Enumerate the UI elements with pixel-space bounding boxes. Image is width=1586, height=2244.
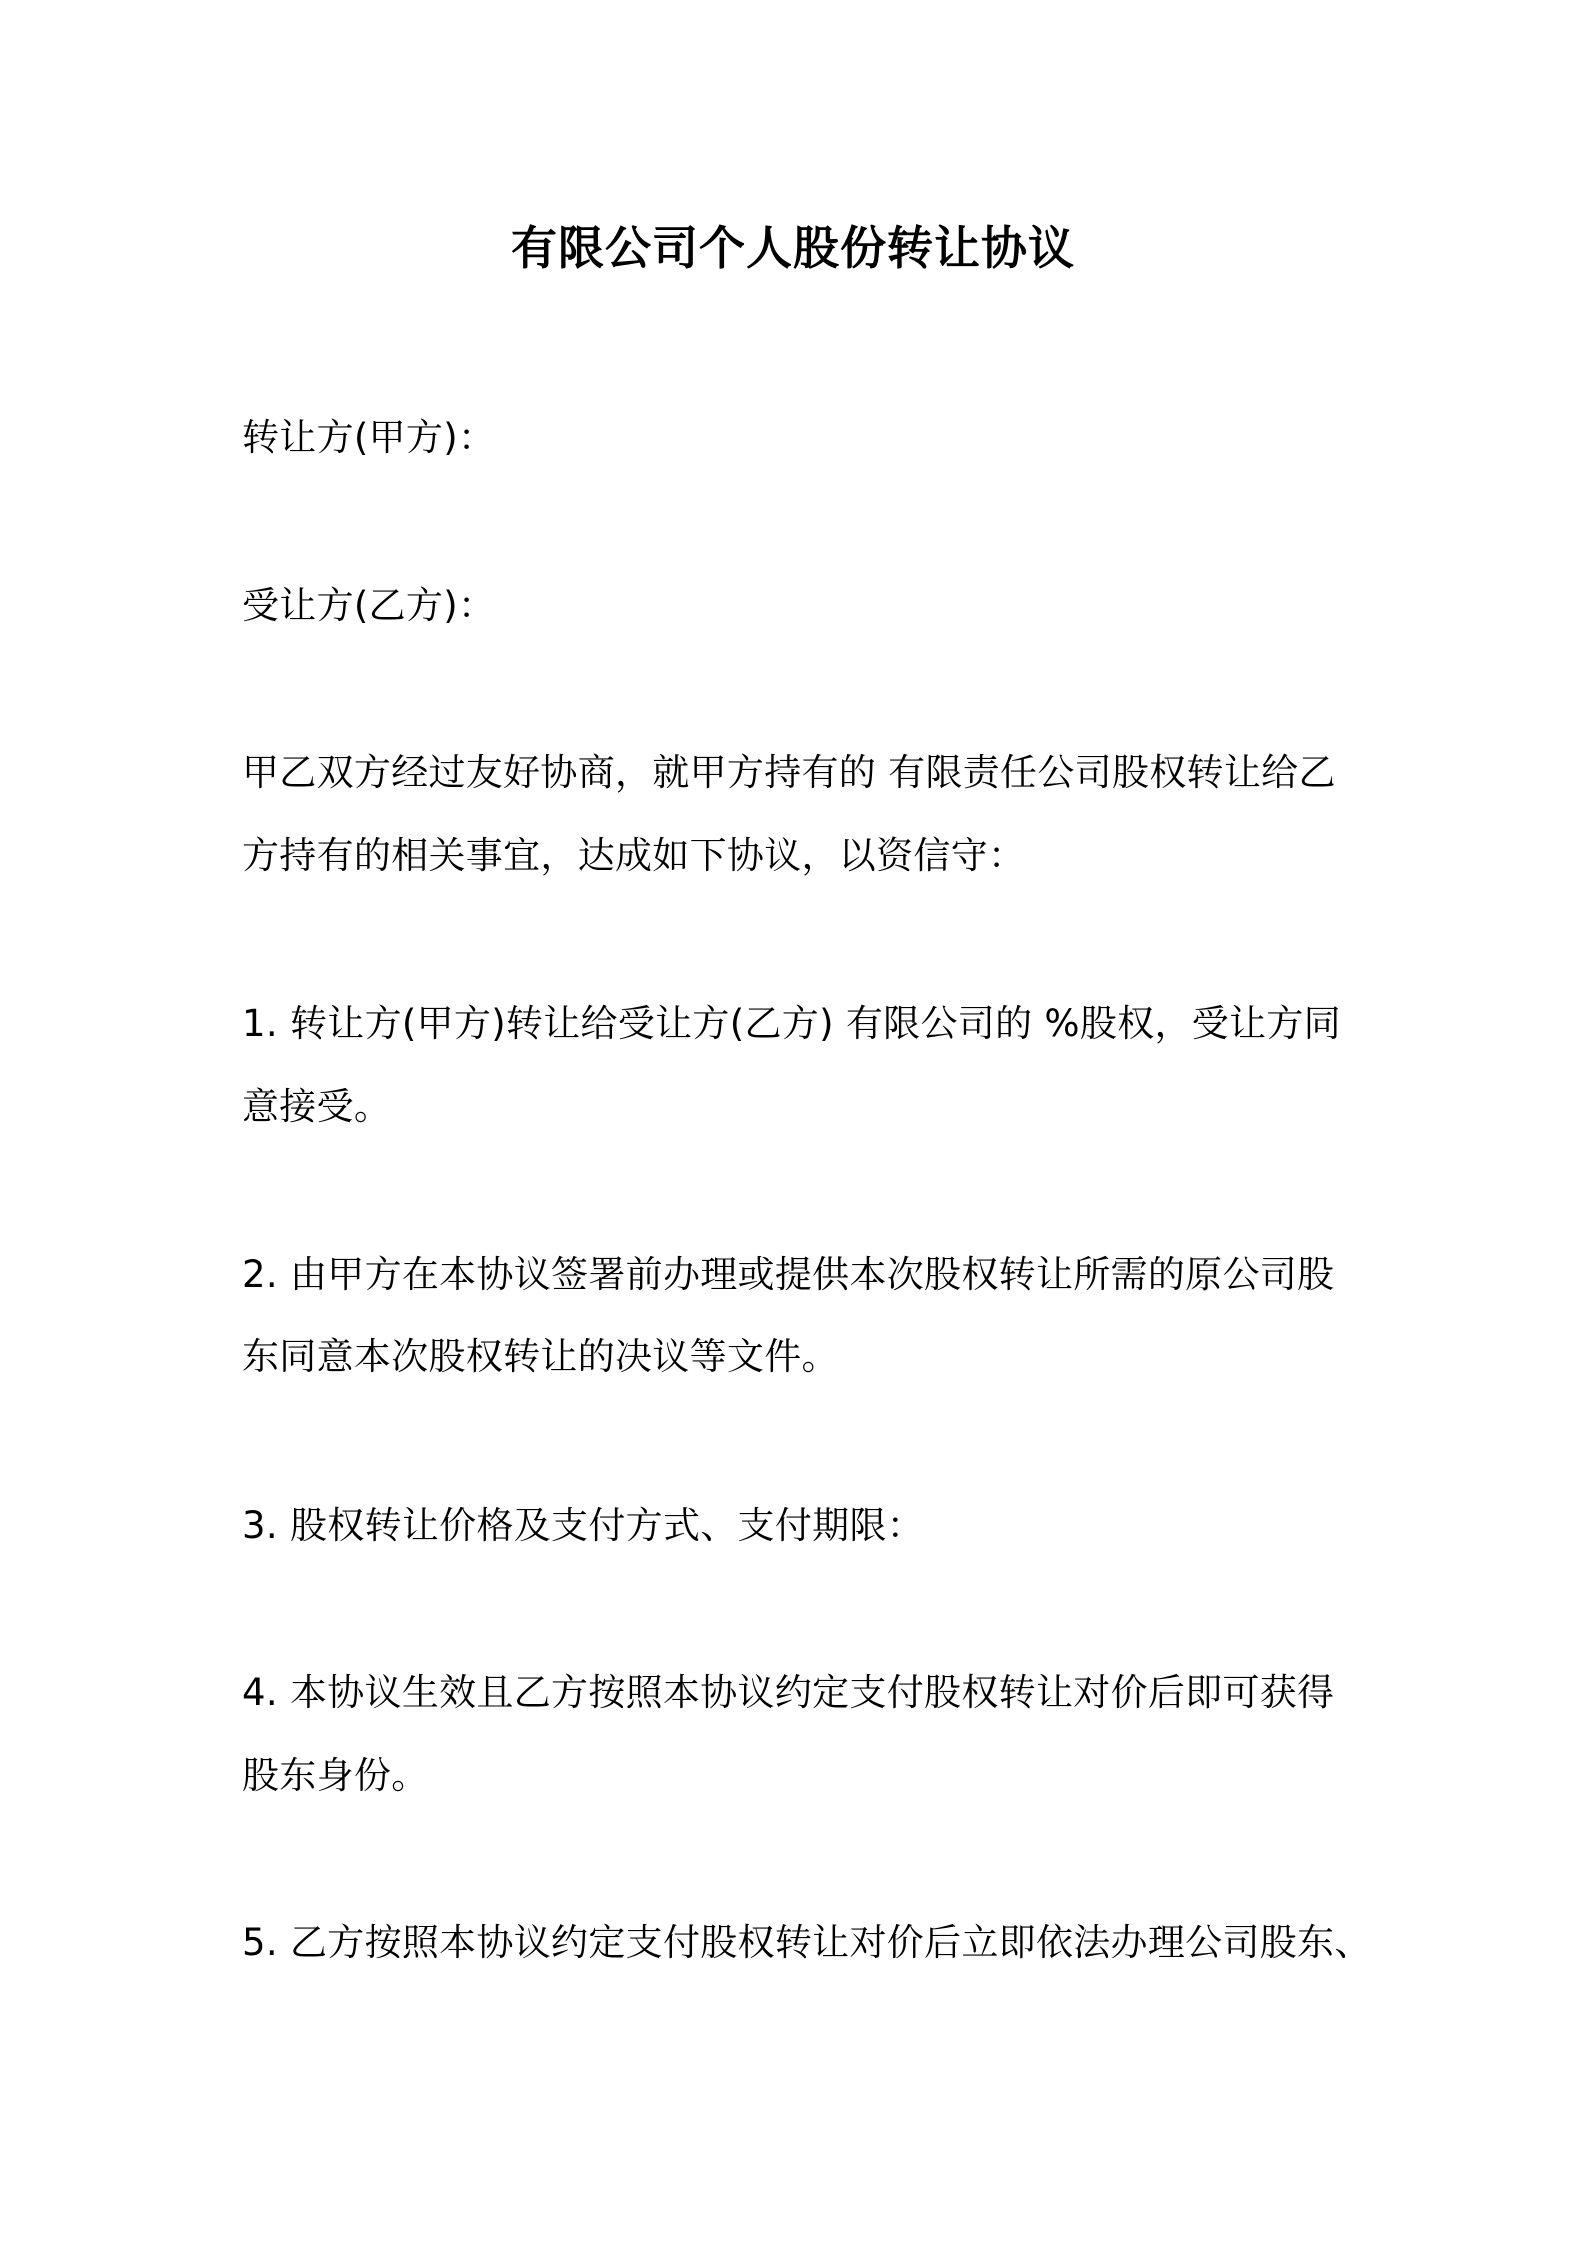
preamble-line-2: 方持有的相关事宜，达成如下协议，以资信守： <box>242 834 1026 877</box>
clause-3-line-1: 3. 股权转让价格及支付方式、支付期限： <box>242 1504 925 1547</box>
transferor-label: 转让方(甲方)： <box>242 416 496 459</box>
clause-2-line-1: 2. 由甲方在本协议签署前办理或提供本次股权转让所需的原公司股 <box>242 1253 1335 1296</box>
preamble-line-1: 甲乙双方经过友好协商，就甲方持有的 有限责任公司股权转让给乙 <box>242 751 1336 794</box>
clause-1-line-2: 意接受。 <box>242 1085 392 1128</box>
clause-4-line-2: 股东身份。 <box>242 1754 429 1797</box>
transferee-label: 受让方(乙方)： <box>242 584 496 627</box>
clause-5-line-1: 5. 乙方按照本协议约定支付股权转让对价后立即依法办理公司股东、 <box>242 1921 1372 1964</box>
clause-1-line-1: 1. 转让方(甲方)转让给受让方(乙方) 有限公司的 %股权，受让方同 <box>242 1002 1341 1045</box>
document-title: 有限公司个人股份转让协议 <box>511 221 1075 275</box>
clause-2-line-2: 东同意本次股权转让的决议等文件。 <box>242 1335 839 1378</box>
clause-4-line-1: 4. 本协议生效且乙方按照本协议约定支付股权转让对价后即可获得 <box>242 1671 1335 1714</box>
